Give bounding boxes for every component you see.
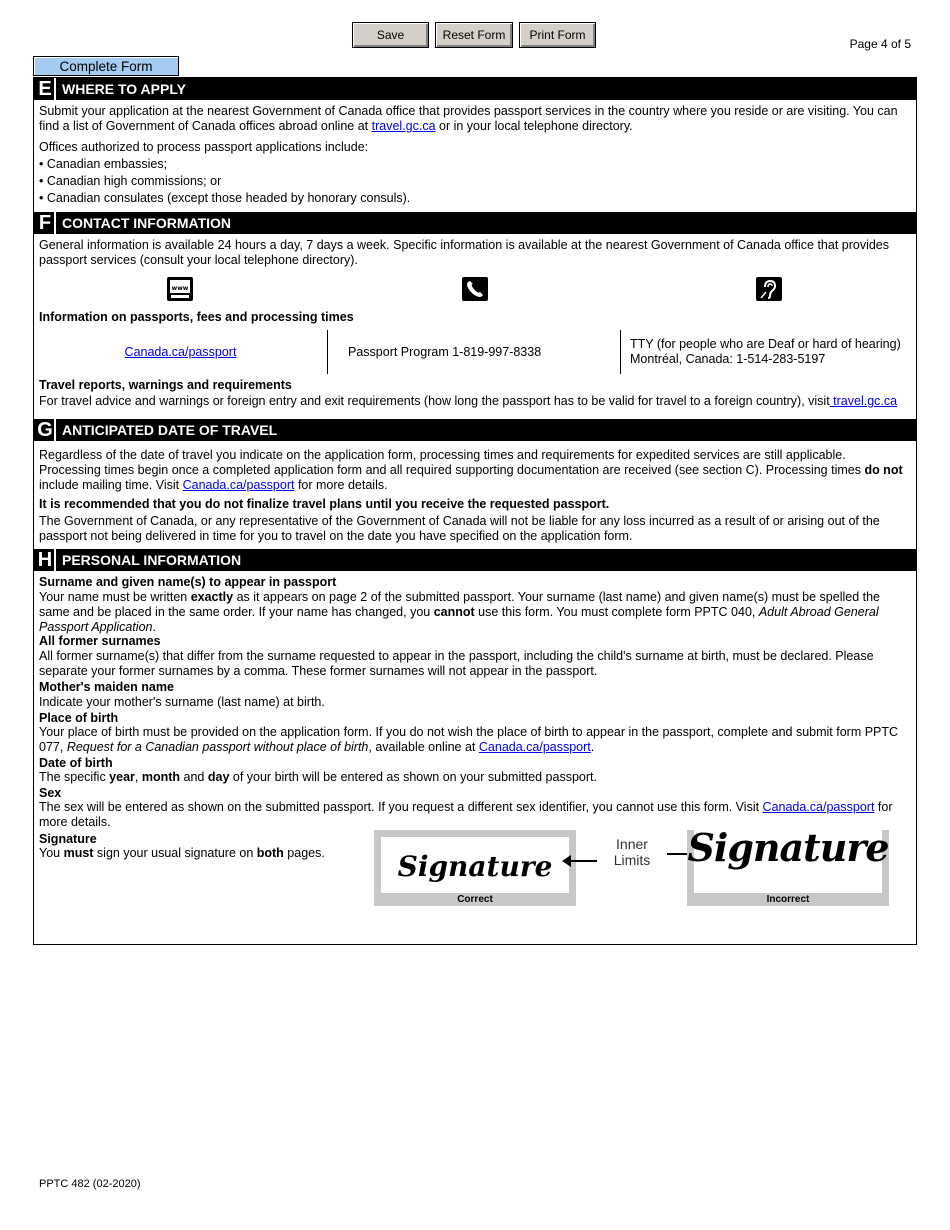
- form-number-footer: PPTC 482 (02-2020): [39, 1178, 141, 1190]
- hearing-icon: [755, 276, 783, 302]
- canada-passport-link[interactable]: Canada.ca/passport: [182, 478, 295, 492]
- arrow-left: [567, 860, 597, 862]
- list-item: • Canadian high commissions; or: [39, 174, 222, 188]
- list-item: • Canadian embassies;: [39, 157, 168, 171]
- date-of-birth-text: The specific year, month and day of your birth will be entered as shown on your submitted passport.: [39, 770, 597, 784]
- section-letter: F: [36, 212, 56, 234]
- section-f-header: [34, 212, 916, 234]
- tty-label: TTY (for people who are Deaf or hard of hearing): [630, 337, 901, 351]
- telephone-icon: [461, 276, 489, 302]
- section-title: WHERE TO APPLY: [62, 81, 186, 97]
- toolbar: [352, 22, 596, 48]
- reset-form-button[interactable]: Reset Form: [435, 22, 513, 48]
- fees-subheading: Information on passports, fees and processing times: [39, 310, 354, 324]
- former-surnames-paragraph: All former surname(s) that differ from the surname requested to appear in the passport, including the child's surname at birth, must be declared. Please separate your former surnames by a comma. These former surnames will not appear in the passport.: [39, 649, 874, 678]
- former-surnames-heading: All former surnames: [39, 634, 161, 648]
- form-page-frame: [33, 77, 917, 945]
- section-h-header: [34, 549, 916, 571]
- sex-heading: Sex: [39, 786, 62, 800]
- computer-icon: [166, 276, 194, 302]
- inner-limits-label: Inner Limits: [613, 836, 651, 868]
- divider: [620, 330, 621, 374]
- signature-sample: Signature: [397, 850, 553, 883]
- signature-heading: Signature: [39, 832, 97, 846]
- name-heading: Surname and given name(s) to appear in passport: [39, 575, 337, 589]
- save-button[interactable]: Save: [352, 22, 429, 48]
- section-title: ANTICIPATED DATE OF TRAVEL: [62, 422, 278, 438]
- page-number: Page 4 of 5: [849, 37, 911, 51]
- travel-reports-heading: Travel reports, warnings and requirements: [39, 378, 292, 392]
- contact-intro: General information is available 24 hours a day, 7 days a week. Specific information is available at the nearest Government of Canada office that provides passport services (consult your local telephone directory).: [39, 238, 890, 267]
- canada-passport-link[interactable]: Canada.ca/passport: [124, 344, 237, 359]
- section-letter: G: [36, 419, 56, 441]
- date-of-birth-heading: Date of birth: [39, 756, 113, 770]
- travel-reports-text: For travel advice and warnings or foreign entry and exit requirements (how long the passport has to be valid for travel to a foreign country), visit travel.gc.ca: [39, 394, 898, 408]
- arrowhead-left: [562, 855, 571, 867]
- liability-paragraph: The Government of Canada, or any representative of the Government of Canada will not be liable for any loss incurred as a result of or arising out of the passport not being delivered in time for you to travel on the date you have specified on the application form.: [39, 514, 880, 543]
- correct-label: Correct: [457, 894, 493, 905]
- section-letter: H: [36, 549, 56, 571]
- place-of-birth-paragraph: Your place of birth must be provided on the application form. If you do not wish the place of birth to appear in the passport, complete and submit form PPTC 077, Request for a Canadian passport without place of birth, available online at Canada.ca/passport.: [39, 725, 899, 754]
- section-g-header: [34, 419, 916, 441]
- mothers-maiden-name-heading: Mother's maiden name: [39, 680, 174, 694]
- contact-web-cell: [34, 330, 327, 374]
- travel-recommendation: It is recommended that you do not finalize travel plans until you receive the requested passport.: [39, 497, 610, 511]
- complete-form-button[interactable]: Complete Form: [33, 56, 179, 76]
- print-form-button[interactable]: Print Form: [519, 22, 596, 48]
- travel-link[interactable]: travel.gc.ca: [371, 119, 436, 133]
- section-title: PERSONAL INFORMATION: [62, 552, 242, 568]
- place-of-birth-heading: Place of birth: [39, 711, 119, 725]
- section-e-header: [34, 78, 916, 100]
- divider: [327, 330, 328, 374]
- signature-sample-oversized: Signature: [687, 825, 889, 870]
- travel-date-paragraph: Regardless of the date of travel you indicate on the application form, processing times and requirements for expedited services are still applicable. Processing times begin once a completed application form and all required supporting documentation are received (see section C). Processing times do not include mailing time. Visit Canada.ca/passport for more details.: [39, 448, 903, 492]
- where-to-apply-paragraph: Submit your application at the nearest Government of Canada office that provides passport services in the country where you reside or are visiting. You can find a list of Government of Canada offices abroad online at travel.gc.ca or in your local telephone directory.: [39, 104, 898, 133]
- list-item: • Canadian consulates (except those headed by honorary consuls).: [39, 191, 411, 205]
- name-paragraph: Your name must be written exactly as it appears on page 2 of the submitted passport. Your surname (last name) and given name(s) must be spelled the same and be placed in the same order. If your name has changed, you cannot use this form. You must complete form PPTC 040, Adult Abroad General Passport Application.: [39, 590, 881, 634]
- offices-intro: Offices authorized to process passport applications include:: [39, 140, 369, 154]
- signature-text: You must sign your usual signature on both pages.: [39, 846, 325, 860]
- tty-number: Montréal, Canada: 1-514-283-5197: [630, 352, 826, 366]
- svg-text:www: www: [171, 285, 189, 292]
- contact-phone-cell: Passport Program 1-819-997-8338: [348, 344, 542, 359]
- travel-link[interactable]: travel.gc.ca: [829, 394, 898, 408]
- canada-passport-link[interactable]: Canada.ca/passport: [762, 800, 875, 814]
- contact-tty-cell: [630, 330, 916, 374]
- incorrect-label: Incorrect: [766, 894, 810, 905]
- sex-paragraph: The sex will be entered as shown on the submitted passport. If you request a different sex identifier, you cannot use this form. Visit Canada.ca/passport for more details.: [39, 800, 893, 829]
- section-letter: E: [36, 78, 56, 100]
- section-title: CONTACT INFORMATION: [62, 215, 232, 231]
- canada-passport-link[interactable]: Canada.ca/passport: [478, 740, 591, 754]
- mothers-maiden-name-text: Indicate your mother's surname (last name) at birth.: [39, 695, 325, 709]
